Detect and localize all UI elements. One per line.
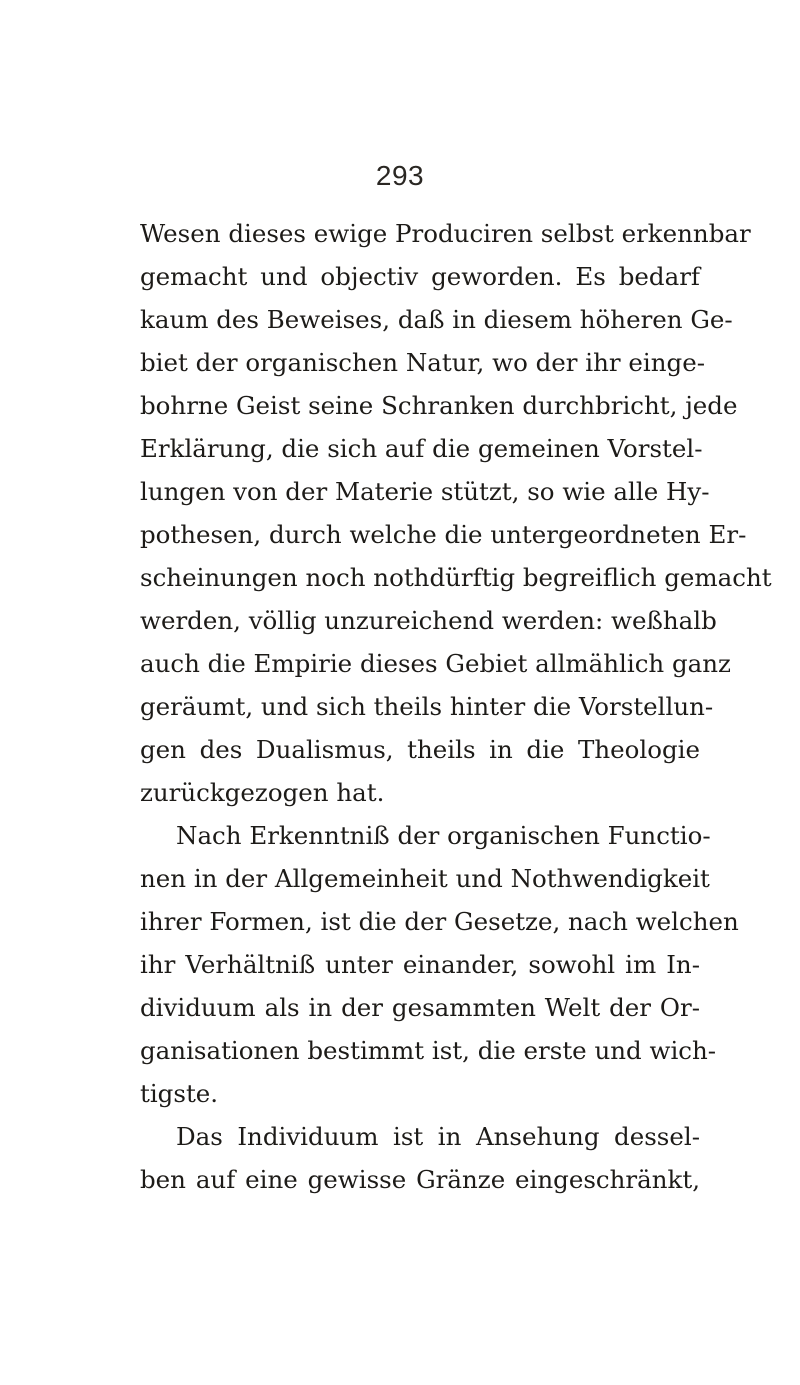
text-line: Das Individuum ist in Ansehung dessel- [176,1122,700,1151]
text-line: ganisationen bestimmt ist, die erste und wich- [140,1036,717,1065]
text-line: zurückgezogen hat. [140,778,385,807]
page-number: 293 [375,160,425,191]
text-line: ihrer Formen, ist die der Gesetze, nach welchen [140,907,739,936]
text-line: gen des Dualismus, theils in die Theologie [140,735,700,764]
text-line: werden, völlig unzureichend werden: weßhalb [140,606,717,635]
text-line: pothesen, durch welche die untergeordneten Er- [140,520,747,549]
text-line: Nach Erkenntniß der organischen Functio- [176,821,711,850]
text-line: biet der organischen Natur, wo der ihr einge- [140,348,705,377]
text-line: Wesen dieses ewige Produciren selbst erkennbar [140,219,751,248]
body-text [140,212,772,1201]
text-line: tigste. [140,1079,219,1108]
text-line: nen in der Allgemeinheit und Nothwendigkeit [140,864,710,893]
text-line: lungen von der Materie stützt, so wie alle Hy- [140,477,710,506]
text-line: bohrne Geist seine Schranken durchbricht, jede [140,391,738,420]
text-line: scheinungen noch nothdürftig begreiflich gemacht [140,563,772,592]
text-line: geräumt, und sich theils hinter die Vorstellun- [140,692,714,721]
text-line: kaum des Beweises, daß in diesem höheren Ge- [140,305,733,334]
text-line: ben auf eine gewisse Gränze eingeschränkt, [140,1165,700,1194]
text-line: dividuum als in der gesammten Welt der Or- [140,993,700,1022]
text-line: Erklärung, die sich auf die gemeinen Vorstel- [140,434,703,463]
text-line: auch die Empirie dieses Gebiet allmählich ganz [140,649,731,678]
text-line: ihr Verhältniß unter einander, sowohl im In- [140,950,700,979]
text-line: gemacht und objectiv geworden. Es bedarf [140,262,700,291]
